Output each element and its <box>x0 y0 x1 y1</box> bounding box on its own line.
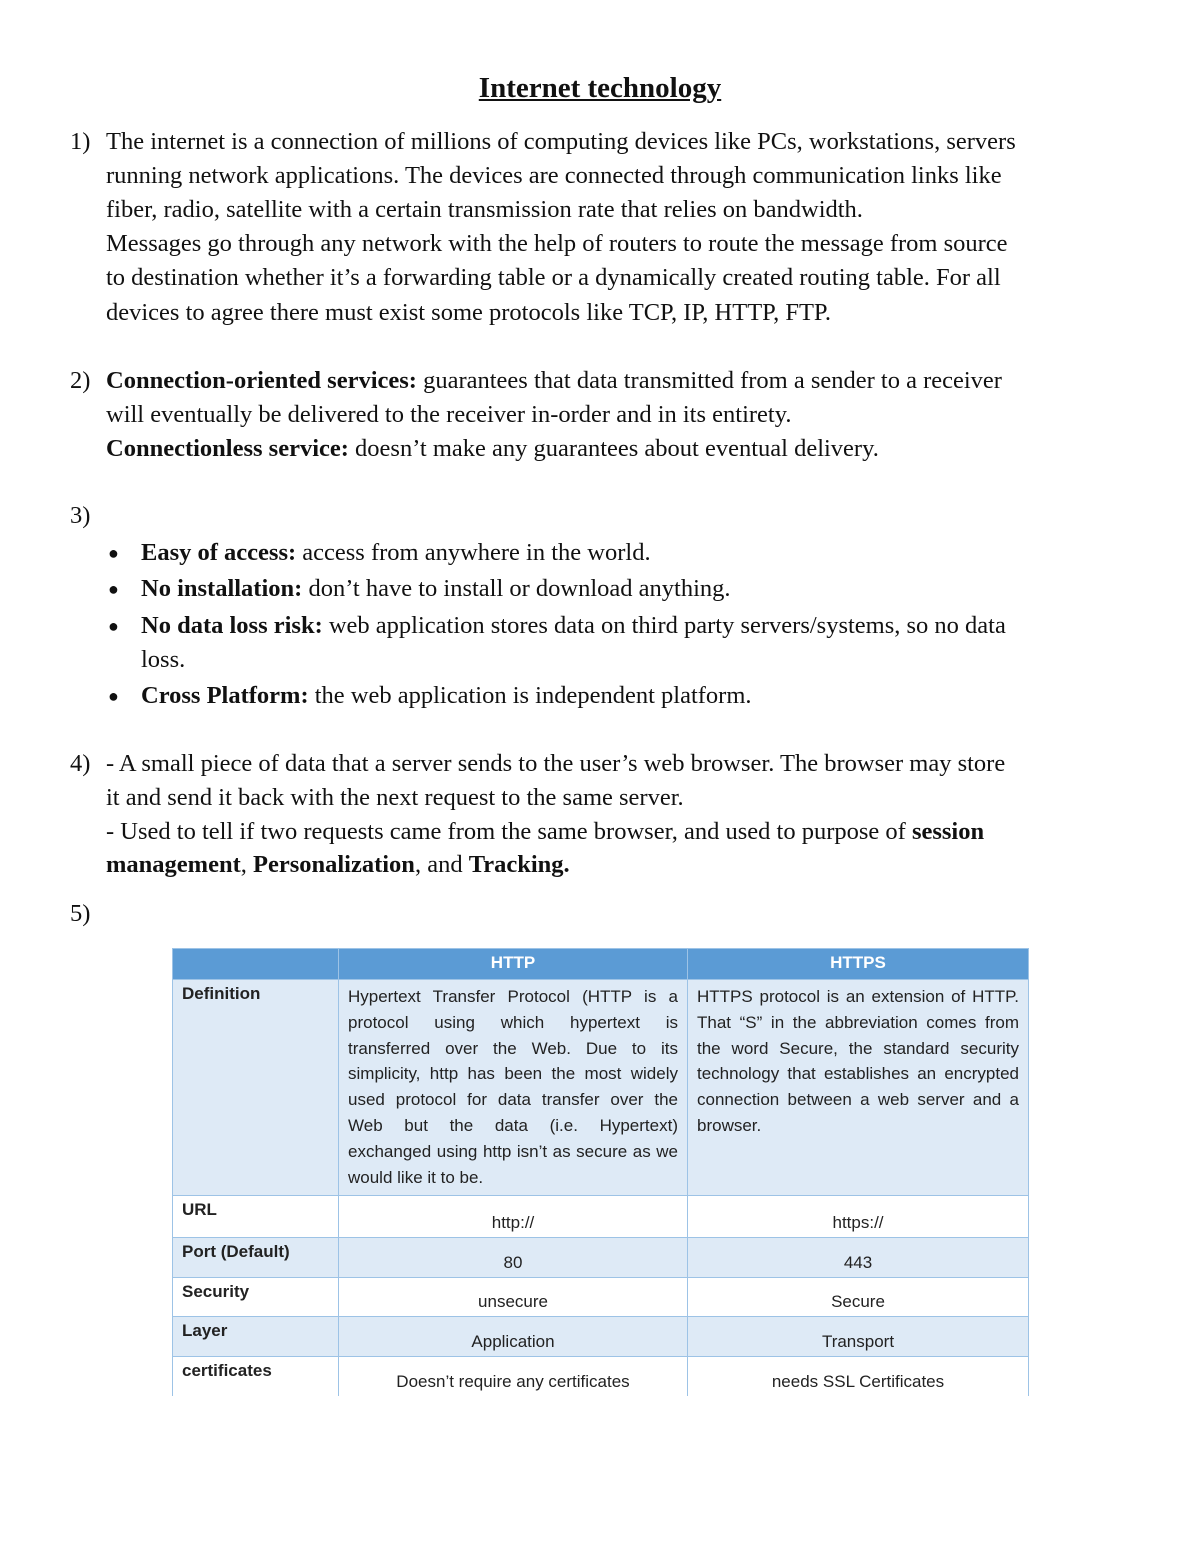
text-line: it and send it back with the next request to the same server. <box>106 784 684 811</box>
text: - Used to tell if two requests came from the same browser, and used to purpose of <box>106 818 912 845</box>
text-line: The internet is a connection of millions of computing devices like PCs, workstations, servers <box>106 128 1016 155</box>
table-row <box>173 1357 1029 1396</box>
bold-term: Easy of access: <box>141 539 297 566</box>
header-cell: HTTPS <box>688 949 1029 980</box>
text-line <box>106 367 1002 395</box>
table-row <box>173 1196 1029 1238</box>
table-cell: Doesn’t require any certificates <box>339 1357 688 1396</box>
text: access from anywhere in the world. <box>296 539 651 566</box>
text-line: running network applications. The devices are connected through communication links like <box>106 162 1002 189</box>
row-label: Security <box>173 1278 339 1317</box>
page-title: Internet technology <box>478 72 722 104</box>
text-line: fiber, radio, satellite with a certain transmission rate that relies on bandwidth. <box>106 196 863 223</box>
item-number: 5) <box>70 900 91 927</box>
table-cell: Secure <box>688 1278 1029 1317</box>
text-line: devices to agree there must exist some protocols like TCP, IP, HTTP, FTP. <box>106 299 831 326</box>
bullet-icon: ● <box>108 686 119 706</box>
bold-term: No data loss risk: <box>141 612 323 639</box>
bold-term: Connection-oriented services: <box>106 367 417 394</box>
bold-term: Tracking. <box>468 851 570 878</box>
bold-term: No installation: <box>141 575 303 602</box>
bullet-icon: ● <box>108 616 119 636</box>
table-cell: Hypertext Transfer Protocol (HTTP is a protocol using which hypertext is transferred over the Web. Due to its simplicity, http has been the most widely used protocol for data transfer over the Web but the data (i.e. Hypertext) exchanged using http isn’t as secure as we would like it to be. <box>339 980 688 1196</box>
table-header-row <box>173 949 1029 980</box>
table-row <box>173 980 1029 1196</box>
table-row <box>173 1238 1029 1278</box>
table-cell: needs SSL Certificates <box>688 1357 1029 1396</box>
bold-term: management <box>106 851 241 878</box>
text-line: will eventually be delivered to the receiver in-order and in its entirety. <box>106 401 792 428</box>
table-cell: http:// <box>339 1196 688 1238</box>
bullet-item <box>141 575 731 603</box>
table-row <box>173 1278 1029 1317</box>
header-cell: HTTP <box>339 949 688 980</box>
text-line: - A small piece of data that a server sends to the user’s web browser. The browser may store <box>106 750 1006 777</box>
row-label: Layer <box>173 1317 339 1357</box>
bullet-item <box>141 539 651 567</box>
text-line: Messages go through any network with the help of routers to route the message from source <box>106 230 1008 257</box>
table-row <box>173 1317 1029 1357</box>
text: the web application is independent platform. <box>308 682 752 709</box>
row-label: Definition <box>173 980 339 1196</box>
table-cell: Transport <box>688 1317 1029 1357</box>
item-number: 3) <box>70 502 91 529</box>
row-label: certificates <box>173 1357 339 1396</box>
bold-term: session <box>911 818 985 845</box>
text-line: to destination whether it’s a forwarding table or a dynamically created routing table. For all <box>106 264 1001 291</box>
text-line <box>106 851 570 879</box>
bullet-item <box>141 612 1006 640</box>
header-cell <box>173 949 339 980</box>
table-cell: unsecure <box>339 1278 688 1317</box>
bold-term: Connectionless service: <box>106 435 349 462</box>
table-cell: 443 <box>688 1238 1029 1278</box>
text-line: loss. <box>141 646 186 673</box>
text: doesn’t make any guarantees about eventual delivery. <box>348 435 879 462</box>
item-number: 4) <box>70 750 91 777</box>
http-vs-https-table <box>172 948 1029 1396</box>
text-line <box>106 435 879 463</box>
bold-term: Personalization <box>252 851 415 878</box>
table-cell: https:// <box>688 1196 1029 1238</box>
text: guarantees that data transmitted from a sender to a receiver <box>416 367 1002 394</box>
bold-term: Cross Platform: <box>141 682 309 709</box>
table-cell: 80 <box>339 1238 688 1278</box>
item-number: 2) <box>70 367 91 394</box>
table-cell: HTTPS protocol is an extension of HTTP. That “S” in the abbreviation comes from the word Secure, the standard security technology that establishes an encrypted connection between a web server and a browser. <box>688 980 1029 1196</box>
bullet-item <box>141 682 752 710</box>
item-number: 1) <box>70 128 91 155</box>
table-cell: Application <box>339 1317 688 1357</box>
bullet-icon: ● <box>108 543 119 563</box>
text: , and <box>414 851 469 878</box>
text: web application stores data on third party servers/systems, so no data <box>322 612 1006 639</box>
text-line <box>106 818 984 846</box>
bullet-icon: ● <box>108 579 119 599</box>
row-label: URL <box>173 1196 339 1238</box>
row-label: Port (Default) <box>173 1238 339 1278</box>
text: , <box>240 851 253 878</box>
text: don’t have to install or download anything. <box>302 575 731 602</box>
